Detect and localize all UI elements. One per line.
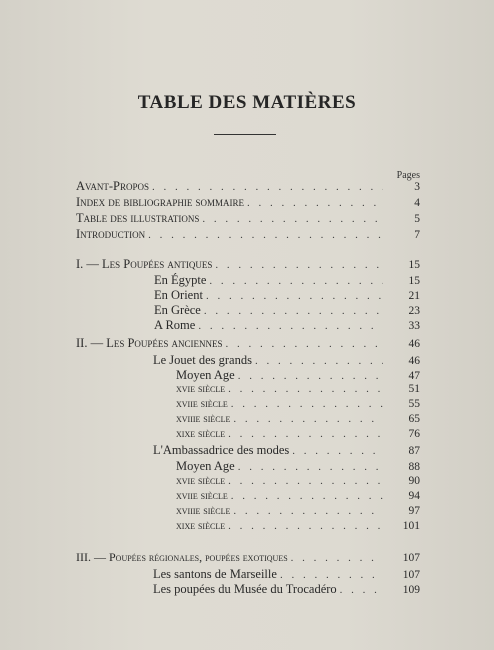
leader-dots — [291, 550, 383, 566]
leader-dots — [228, 381, 383, 397]
page-title: TABLE DES MATIÈRES — [137, 92, 357, 113]
leader-dots — [233, 411, 383, 427]
toc-entry-page: 4 — [414, 197, 420, 209]
toc-entry-label: Le Jouet des grands — [153, 353, 252, 367]
leader-dots — [226, 336, 383, 352]
leader-dots — [198, 318, 383, 334]
toc-entry-label: L'Ambassadrice des modes — [153, 443, 290, 457]
toc-entry-page: 107 — [402, 569, 420, 581]
leader-dots — [233, 503, 383, 519]
leader-dots — [228, 473, 383, 489]
toc-entry-page: 55 — [408, 398, 420, 410]
leader-dots — [292, 443, 383, 459]
toc-entry-label: En Grèce — [154, 303, 201, 317]
toc-entry-label: xixe siècle — [176, 428, 226, 440]
toc-entry-label: Introduction — [76, 227, 146, 241]
toc-entry-label: Moyen Age — [176, 368, 235, 382]
toc-entry — [76, 178, 420, 194]
toc-entry — [176, 426, 420, 442]
toc-entry-label: xvie siècle — [176, 383, 226, 395]
toc-entry-label: En Orient — [154, 288, 203, 302]
toc-entry — [176, 518, 420, 534]
toc-entry — [153, 352, 420, 368]
toc-entry — [154, 317, 420, 333]
toc-entry-page: 47 — [408, 370, 420, 382]
toc-section-heading — [76, 335, 420, 351]
toc-entry-page: 76 — [408, 428, 420, 440]
toc-entry-page: 46 — [408, 338, 420, 350]
toc-entry — [176, 473, 420, 489]
leader-dots — [228, 426, 383, 442]
toc-entry-page: 107 — [402, 552, 420, 564]
leader-dots — [231, 488, 383, 504]
toc-entry-page: 97 — [408, 505, 420, 517]
leader-dots — [228, 518, 383, 534]
toc-entry — [176, 381, 420, 397]
pages-column-header: Pages — [396, 170, 420, 181]
toc-entry-page: 90 — [408, 475, 420, 487]
toc-entry — [176, 503, 420, 519]
toc-entry-page: 101 — [402, 520, 420, 532]
toc-entry — [176, 458, 420, 474]
leader-dots — [202, 211, 383, 227]
toc-entry-page: 87 — [408, 445, 420, 457]
leader-dots — [247, 195, 383, 211]
toc-entry-page: 7 — [414, 229, 420, 241]
toc-section-heading — [76, 549, 420, 565]
toc-entry-page: 3 — [414, 181, 420, 193]
toc-entry-label: xviiie siècle — [176, 413, 231, 425]
toc-entry-page: 21 — [408, 290, 420, 302]
title-rule — [214, 134, 276, 135]
toc-entry-label: xviiie siècle — [176, 505, 231, 517]
leader-dots — [215, 257, 383, 273]
toc-entry-label: xixe siècle — [176, 520, 226, 532]
toc-section-heading — [76, 256, 420, 272]
toc-entry-label: Table des illustrations — [76, 211, 200, 225]
toc-entry-page: 15 — [408, 275, 420, 287]
toc-entry-label: I. — Les Poupées antiques — [76, 257, 213, 271]
toc-entry-label: II. — Les Poupées anciennes — [76, 336, 223, 350]
toc-entry — [154, 272, 420, 288]
toc-entry — [153, 566, 420, 582]
leader-dots — [231, 396, 383, 412]
toc-entry — [176, 488, 420, 504]
toc-entry — [154, 287, 420, 303]
toc-entry — [76, 226, 420, 242]
toc-entry-label: Index de bibliographie sommaire — [76, 195, 245, 209]
toc-entry — [154, 302, 420, 318]
toc-entry-label: Les poupées du Musée du Trocadéro — [153, 582, 337, 596]
toc-entry — [76, 210, 420, 226]
toc-entry — [76, 194, 420, 210]
toc-entry-label: A Rome — [154, 318, 196, 332]
leader-dots — [340, 582, 383, 598]
toc-entry-page: 109 — [402, 584, 420, 596]
toc-entry-page: 94 — [408, 490, 420, 502]
toc-entry — [176, 411, 420, 427]
toc-entry-label: Les santons de Marseille — [153, 567, 277, 581]
toc-entry-page: 65 — [408, 413, 420, 425]
leader-dots — [152, 179, 383, 195]
toc-entry-label: III. — Poupées régionales, poupées exotiques — [76, 550, 288, 564]
toc-entry-page: 46 — [408, 355, 420, 367]
toc-entry-page: 15 — [408, 259, 420, 271]
toc-entry-label: xviie siècle — [176, 490, 228, 502]
toc-entry-label: xviie siècle — [176, 398, 228, 410]
toc-entry-label: xvie siècle — [176, 475, 226, 487]
toc-entry-page: 23 — [408, 305, 420, 317]
toc-entry-label: Moyen Age — [176, 459, 235, 473]
toc-entry-page: 51 — [408, 383, 420, 395]
toc-entry-page: 88 — [408, 461, 420, 473]
toc-entry — [153, 581, 420, 597]
toc-entry-label: Avant-Propos — [76, 179, 149, 193]
toc-entry-page: 5 — [414, 213, 420, 225]
toc-entry — [176, 396, 420, 412]
toc-entry — [153, 442, 420, 458]
toc-entry-page: 33 — [408, 320, 420, 332]
leader-dots — [148, 227, 383, 243]
toc-entry-label: En Égypte — [154, 273, 207, 287]
